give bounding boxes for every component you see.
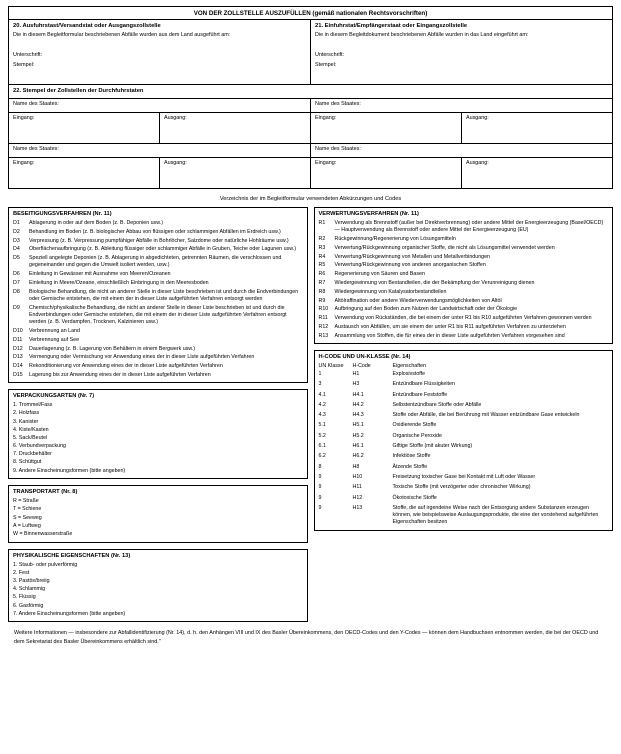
- code-key: D2: [13, 228, 20, 235]
- code-key: D8: [13, 288, 20, 295]
- hcode-col-prop: Eigenschaften: [392, 362, 427, 369]
- hcode-h: H13: [352, 504, 363, 511]
- hcode-un: 4.1: [318, 391, 326, 398]
- hcode-h: H11: [352, 484, 362, 491]
- list-item: 1. Staub- oder pulverförmig: [13, 561, 78, 568]
- list-item: 7. Andere Einscheinungsformen (bitte angeben): [13, 610, 126, 617]
- code-key: D15: [13, 371, 23, 378]
- code-item: [13, 271, 303, 278]
- table-row: [319, 433, 609, 440]
- hcode-un: 9: [318, 484, 322, 491]
- code-key: R4: [318, 253, 326, 260]
- transit-state-3: [9, 144, 311, 188]
- code-text: Verbrennung an Land: [29, 327, 80, 334]
- code-text: Einleitung in Meere/Ozeane, einschließlich Einbringung in den Meeresboden: [29, 279, 209, 286]
- list-item: 5. Flüssig: [13, 594, 36, 601]
- table-row: [319, 464, 609, 471]
- code-key: D10: [13, 327, 23, 334]
- hcode-h: H4.1: [352, 391, 364, 398]
- table-row: [319, 505, 609, 527]
- code-key: R2: [318, 236, 326, 242]
- box-21: [311, 20, 612, 84]
- list-item: 6. Verbundverpackung: [13, 443, 67, 450]
- transit-state-4-fields: [311, 157, 612, 188]
- table-row: [319, 392, 609, 399]
- code-key: D14: [13, 363, 23, 370]
- code-text: Altölraffination oder andere Wiederverwendungsmöglichkeiten von Altöl: [334, 297, 502, 304]
- transport-heading: TRANSPORTART (Nr. 8): [13, 489, 78, 496]
- hcode-h: H3: [352, 381, 360, 388]
- code-item: [319, 306, 609, 313]
- hcode-h: H1: [352, 370, 360, 377]
- code-key: R8: [318, 288, 326, 295]
- disposal-operations-box: [8, 207, 308, 383]
- list-item: 3. Kanister: [13, 418, 39, 425]
- box-20-stamp-label: Stempel:: [13, 62, 35, 68]
- hcode-prop: Ätzende Stoffe: [392, 463, 428, 470]
- list-item: 2. Holzfass: [13, 410, 40, 417]
- code-item: [319, 220, 609, 234]
- table-row: [319, 443, 609, 450]
- code-item: [13, 354, 303, 361]
- code-item: [13, 289, 303, 303]
- hcode-h: H4.2: [352, 401, 364, 408]
- hcode-box: [314, 350, 614, 531]
- hcode-h: H12: [352, 494, 363, 501]
- recovery-operations-box: [314, 207, 614, 344]
- code-item: [13, 363, 303, 370]
- code-text: Aufbringung auf den Boden zum Nutzen der Landwirtschaft oder der Ökologie: [334, 306, 518, 313]
- physical-properties-box: [8, 549, 308, 623]
- hcode-prop: Stoffe, die auf irgendeine Weise nach der Entsorgung andere Substanzen erzeugen können, wie beispielsweise Auslaugungsprodukte, die eine der vorstehend aufgeführten Eigenschaften besitzen: [392, 504, 599, 526]
- code-item: [13, 305, 303, 327]
- disposal-heading: BESEITIGUNGSVERFAHREN (Nr. 11): [13, 211, 112, 217]
- hcode-heading: H-CODE UND UN-KLASSE (Nr. 14): [318, 353, 411, 360]
- code-item: [319, 333, 609, 340]
- box-20-body: Die in diesem Begleitformular beschriebenen Abfälle wurden aus dem Land ausgeführt am:: [13, 32, 231, 38]
- code-item: [13, 372, 303, 379]
- code-item: [13, 220, 303, 227]
- box-22: [9, 88, 612, 188]
- box-20: [9, 20, 311, 84]
- hcode-un: 9: [318, 494, 322, 501]
- code-item: [319, 298, 609, 305]
- transit-2-eingang: Eingang:: [311, 113, 462, 143]
- hcode-table-header: [319, 363, 609, 369]
- code-text: Dauerlagerung (z. B. Lagerung von Behältern in einem Bergwerk usw.): [29, 345, 196, 352]
- box-21-signature-label: Unterschrift:: [315, 52, 345, 58]
- code-item: [319, 245, 609, 252]
- code-item: [319, 315, 609, 322]
- hcode-prop: Organische Peroxide: [392, 432, 442, 439]
- code-item: [13, 280, 303, 287]
- code-text: Wiedergewinnung von Bestandteilen, die der Bekämpfung der Verunreinigung dienen: [334, 279, 535, 286]
- code-item: [13, 255, 303, 269]
- hcode-h: H5.1: [352, 422, 364, 429]
- code-item: [319, 271, 609, 278]
- transit-state-1-fields: [9, 112, 310, 143]
- hcode-h: H10: [352, 473, 363, 480]
- hcode-h: H4.3: [352, 412, 364, 419]
- table-row: [319, 495, 609, 502]
- code-item: [13, 229, 303, 236]
- transit-row-1: [9, 99, 612, 143]
- code-item: [13, 337, 303, 344]
- hcode-un: 4.2: [318, 401, 326, 408]
- code-key: D4: [13, 246, 20, 253]
- code-item: [13, 346, 303, 353]
- recovery-list: [319, 220, 609, 340]
- hcode-h: H8: [352, 463, 360, 470]
- table-row: [319, 402, 609, 409]
- transit-state-1: [9, 99, 311, 143]
- hcode-un: 1: [318, 370, 322, 377]
- list-item: R = Straße: [13, 498, 39, 505]
- hcode-un: 5.2: [318, 432, 326, 439]
- hcode-un: 5.1: [318, 422, 326, 429]
- code-item: [13, 238, 303, 245]
- code-key: D1: [13, 220, 20, 226]
- footer-note: Weitere Informationen — insbesondere zur Abfallidentifizierung (Nr. 14), d. h. den Anhängen VIII und IX des Basler Übereinkommens, den OECD-Codes und den Y-Codes — können dem Handbuchsen entnommen werden, die bei der OECD und dem Sekretariat des Basler Übereinkommens erhältlich sind.": [14, 630, 599, 645]
- hcode-prop: Entzündbare Flüssigkeiten: [392, 381, 455, 388]
- physical-heading: PHYSIKALISCHE EIGENSCHAFTEN (Nr. 13): [13, 552, 131, 559]
- hcode-un: 9: [318, 473, 322, 480]
- code-text: Rückgewinnung/Regenerierung von Lösungsmitteln: [334, 236, 456, 242]
- code-key: R10: [318, 306, 329, 313]
- transit-4-ausgang: Ausgang:: [466, 160, 489, 166]
- code-text: Verwendung von Rückständen, die bei einem der unter R1 bis R10 aufgeführten Verfahren gewonnen werden: [334, 315, 592, 322]
- transit-state-2: [311, 99, 612, 143]
- code-text: Ansammlung von Stoffen, die für eines der in dieser Liste aufgeführten Verfahren vorgesehen sind: [334, 332, 565, 339]
- hcode-prop: Giftige Stoffe (mit akuter Wirkung): [392, 443, 473, 450]
- list-item: S = Seeweg: [13, 514, 42, 521]
- table-row: [319, 371, 609, 378]
- hcode-prop: Freisetzung toxischer Gase bei Kontakt mit Luft oder Wasser: [392, 473, 536, 480]
- customs-section: [8, 6, 613, 189]
- code-item: [319, 254, 609, 261]
- list-item: T = Schiene: [13, 506, 42, 513]
- list-item: 1. Trommel/Fass: [13, 402, 53, 409]
- box-21-body: Die in diesem Begleitdokument beschriebenen Abfälle wurden in das Land eingeführt am:: [315, 32, 529, 38]
- code-key: D5: [13, 255, 20, 262]
- transport-list: [13, 498, 303, 538]
- transit-3-ausgang: Ausgang:: [164, 160, 187, 166]
- code-text: Verwertung/Rückgewinnung von Metallen und Metallverbindungen: [334, 253, 490, 260]
- table-row: [319, 453, 609, 460]
- code-key: R9: [318, 297, 326, 304]
- hcode-un: 4.3: [318, 412, 326, 419]
- codes-columns: [8, 207, 613, 622]
- code-key: D13: [13, 354, 23, 361]
- hcode-h: H6.2: [352, 453, 364, 460]
- box-21-stamp-label: Stempel:: [315, 62, 337, 68]
- transit-state-4: [311, 144, 612, 188]
- list-item: 6. Gasförmig: [13, 602, 44, 609]
- transit-state-4-label: Name des Staates:: [315, 146, 361, 152]
- code-key: D7: [13, 279, 20, 286]
- code-item: [319, 280, 609, 287]
- hcode-col-h: H-Code: [352, 362, 371, 369]
- code-item: [319, 289, 609, 296]
- code-text: Lagerung bis zur Anwendung eines der in dieser Liste aufgeführten Verfahren: [29, 371, 211, 378]
- transport-types-box: [8, 485, 308, 542]
- code-key: D12: [13, 345, 23, 352]
- list-item: 2. Fest: [13, 569, 30, 576]
- transit-state-2-label: Name des Staates:: [315, 101, 361, 107]
- transit-state-1-label: Name des Staates:: [13, 101, 59, 107]
- packaging-heading: VERPACKUNGSARTEN (Nr. 7): [13, 393, 95, 400]
- code-item: [319, 262, 609, 269]
- hcode-prop: Toxische Stoffe (mit verzögerter oder chronischer Wirkung): [392, 484, 531, 491]
- code-text: Speziell angelegte Deponien (z. B. Ablagerung in abgedichteten, getrennten Räumen, die verschlossen und gegeneinander und gegen die Umwelt isoliert werden, usw.): [29, 255, 282, 269]
- code-text: Wiedergewinnung von Katalysatorbestandteilen: [334, 288, 447, 295]
- code-text: Verwertung/Rückgewinnung organischer Stoffe, die nicht als Lösungsmittel verwendet werden: [334, 244, 555, 251]
- transit-row-2: [9, 144, 612, 188]
- hcode-prop: Selbstentzündbare Stoffe oder Abfälle: [392, 401, 482, 408]
- transit-4-eingang: Eingang:: [311, 158, 462, 188]
- box-21-heading: 21. Einfuhrstat/Empfängerstaat oder Eingangszollstelle: [315, 23, 468, 29]
- packaging-list: [13, 402, 303, 475]
- code-text: Verwendung als Brennstoff (außer bei Direktverbrennung) oder andere Mittel der Energieerzeugung (Basel/OECD) — Hauptverwendung als Brennstoff oder andere Mittel der Energieerzeugung (EU): [334, 220, 604, 234]
- transit-state-2-fields: [311, 112, 612, 143]
- code-key: R12: [318, 323, 329, 330]
- code-text: Behandlung im Boden (z. B. biologischer Abbau von flüssigen oder schlammigen Abfällen im Erdreich usw.): [29, 228, 281, 235]
- code-text: Austausch von Abfällen, um sie einem der unter R1 bis R11 aufgeführten Verfahren zu unterziehen: [334, 323, 566, 330]
- hcode-prop: Infektiöse Stoffe: [392, 453, 431, 460]
- code-text: Vermengung oder Vermischung vor Anwendung eines der in dieser Liste aufgeführten Verfahren: [29, 354, 255, 361]
- box-22-heading: 22. Stempel der Zollstellen der Durchfuhrstaten: [13, 88, 144, 94]
- code-key: R13: [318, 332, 329, 339]
- hcode-h: H5.2: [352, 432, 364, 439]
- code-item: [319, 236, 609, 243]
- codes-intro-note: Verzeichnis der im Begleitformular verwendeten Abkürzungen und Codes: [219, 196, 402, 202]
- hcode-col-un: UN Klasse: [318, 362, 344, 369]
- list-item: 8. Schüttgut: [13, 459, 42, 466]
- code-text: Verwertung/Rückgewinnung von anderen anorganischen Stoffen: [334, 262, 486, 269]
- code-item: [319, 324, 609, 331]
- code-text: Einleitung in Gewässer mit Ausnahme von Meeren/Ozeanen: [29, 271, 171, 278]
- code-key: R11: [318, 315, 328, 322]
- code-key: R1: [318, 220, 326, 226]
- code-text: Rekonditionierung vor Anwendung eines der in dieser Liste aufgeführten Verfahren: [29, 363, 223, 370]
- code-item: [13, 328, 303, 335]
- code-text: Oberflächenaufbringung (z. B. Ableitung flüssiger oder schlammiger Abfälle in Gruben, Teiche oder Lagunen usw.): [29, 246, 296, 253]
- transit-state-3-fields: [9, 157, 310, 188]
- list-item: 7. Druckbehälter: [13, 451, 52, 458]
- hcode-table-body: [315, 371, 613, 527]
- code-key: D9: [13, 304, 20, 311]
- packaging-types-box: [8, 389, 308, 479]
- list-item: 3. Pastös/breiig: [13, 577, 50, 584]
- list-item: 5. Sack/Beutel: [13, 434, 48, 441]
- physical-list: [13, 562, 303, 619]
- transit-1-eingang: Eingang:: [9, 113, 160, 143]
- code-text: Ablagerung in oder auf dem Boden (z. B. Deponien usw.): [29, 220, 163, 226]
- table-row: [319, 474, 609, 481]
- hcode-un: 6.2: [318, 453, 326, 460]
- divider-1: [9, 84, 612, 85]
- hcode-un: 8: [318, 463, 322, 470]
- hcode-h: H6.1: [352, 443, 364, 450]
- box-20-heading: 20. Ausfuhrstast/Versandstat oder Ausgangszollstelle: [13, 23, 161, 29]
- code-key: D3: [13, 237, 20, 244]
- hcode-un: 9: [318, 504, 322, 511]
- code-text: Verbrennung auf See: [29, 336, 80, 343]
- code-text: Verpressung (z. B. Verpressung pumpfähiger Abfälle in Bohrlöcher, Salzdome oder natürliche Hohlräume usw.): [29, 237, 289, 244]
- box-20-21-row: [9, 20, 612, 84]
- code-text: Biologische Behandlung, die nicht an anderer Stelle in dieser Liste beschrieben ist und durch die Endverbindungen oder Gemische entstehen, die mit einem der in dieser Liste aufgeführten Verfahren entsorgt werden: [29, 288, 299, 302]
- hcode-un: 3: [318, 381, 322, 388]
- code-key: D11: [13, 336, 23, 343]
- code-item: [13, 246, 303, 253]
- box-20-signature-label: Unterschrift:: [13, 52, 43, 58]
- code-text: Regenerierung von Säuren und Basen: [334, 271, 425, 278]
- hcode-un: 6.1: [318, 443, 326, 450]
- recovery-heading: VERWERTUNGSVERFAHREN (Nr. 11): [318, 211, 419, 217]
- table-row: [319, 412, 609, 419]
- hcode-prop: Entzündbare Feststoffe: [392, 391, 448, 398]
- list-item: 4. Schlammig: [13, 586, 46, 593]
- list-item: 9. Andere Einscheinungsformen (bitte angeben): [13, 467, 126, 474]
- hcode-prop: Stoffe oder Abfälle, die bei Berührung mit Wasser entzündbare Gase entwickeln: [392, 412, 580, 419]
- list-item: 4. Kiste/Kasten: [13, 426, 49, 433]
- customs-title: VON DER ZOLLSTELLE AUSZUFÜLLEN (gemäß nationalen Rechtsvorschriften): [9, 7, 612, 20]
- transit-2-ausgang: Ausgang:: [466, 115, 489, 121]
- list-item: W = Binnenwasserstraße: [13, 531, 73, 538]
- list-item: A = Luftweg: [13, 522, 41, 529]
- code-key: R6: [318, 271, 326, 278]
- document-page: [0, 6, 621, 754]
- code-key: R5: [318, 262, 326, 269]
- code-key: R7: [318, 279, 326, 286]
- transit-1-ausgang: Ausgang:: [164, 115, 187, 121]
- transit-3-eingang: Eingang:: [9, 158, 160, 188]
- hcode-prop: Ökotoxische Stoffe: [392, 494, 437, 501]
- disposal-list: [13, 220, 303, 379]
- table-row: [319, 484, 609, 491]
- hcode-prop: Explosivstoffe: [392, 370, 426, 377]
- table-row: [319, 422, 609, 429]
- table-row: [319, 381, 609, 388]
- hcode-prop: Oxidierende Stoffe: [392, 422, 437, 429]
- code-key: D6: [13, 271, 20, 278]
- code-text: Chemisch/physikalische Behandlung, die nicht an anderer Stelle in dieser Liste beschrieben ist und durch die Endverbindungen oder Gemische entstehen, die mit einem der in dieser Liste aufgeführten Verfahren entsorgt werden (z. B. Verdampfen, Trocknen, Kalzinieren usw.): [29, 304, 287, 326]
- code-key: R3: [318, 244, 326, 251]
- transit-state-3-label: Name des Staates:: [13, 146, 59, 152]
